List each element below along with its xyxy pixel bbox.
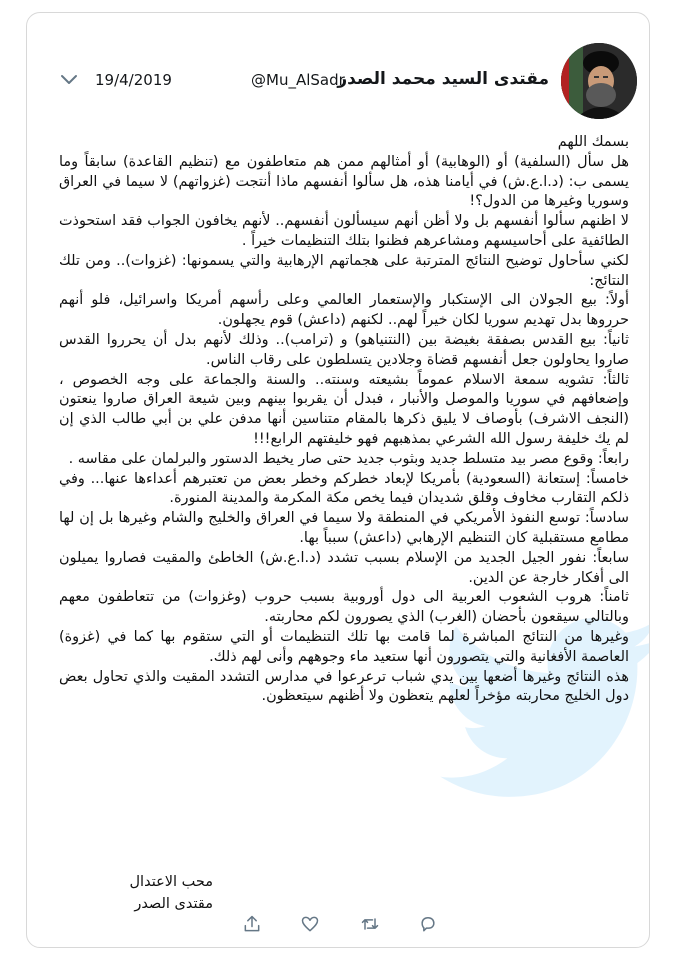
tweet-card [26,12,650,948]
share-button[interactable] [241,913,263,935]
like-button[interactable] [299,913,321,935]
tweet-line: لكني سأحاول توضيح النتائج المترتبة على هجماتهم الإرهابية والتي يسمونها: (غزوات).. ومن تلك النتائج: [59,252,629,289]
tweet-line: خامساً: إستعانة (السعودية) بأمريكا لإبعاد خطركم وخطر بعض من تعتبرهم أعداءها عنها... وفي ذلكم التقارب مخاوف وقلق شديدان فيما يخص مكة المكرمة والمدينة المنورة. [59,470,629,507]
tweet-line: سادساً: توسع النفوذ الأمريكي في المنطقة ولا سيما في العراق والخليج والشام وغيرها بل إن لها مطامع مستقبلية كان التنظيم الإرهابي (داعش) سبباً بها. [59,510,629,546]
author-handle[interactable]: @Mu_AlSadr [251,71,345,89]
tweet-actions [27,911,649,941]
tweet-text [59,133,629,707]
tweet-line: ثامناً: هروب الشعوب العربية الى دول أوروبية بسبب حروب (وغزوات) من تتعاطفون معهم وبالتالي سيقعون بأحضان (الغرب) الذي يصورون لكم محاربته. [59,589,629,626]
signature [83,871,213,915]
avatar[interactable] [561,43,637,119]
tweet-line: أولاً: بيع الجولان الى الإستكبار والإستعمار العالمي وعلى رأسهم أمريكا واسرائيل، فلو أنهم حرروها بدل تهديم سوريا لكان خيراً لهم.. لكنهم (داعش) قوم يجهلون. [59,292,629,329]
tweet-line: وغيرها من النتائج المباشرة لما قامت بها تلك التنظيمات أو التي ستقوم بها كما في (غزوة) العاصمة الأفغانية والتي يتصورون أنها ستعيد ماء وجوههم وأنى لهم ذلك. [59,628,629,665]
author-name[interactable]: مقتدى السيد محمد الصدر [337,69,549,89]
signature-line: مقتدى الصدر [134,896,213,912]
signature-line: محب الاعتدال [129,874,213,890]
chevron-down-icon[interactable] [59,73,79,87]
tweet-line: رابعاً: وقوع مصر بيد متسلط جديد وبثوب جديد حتى صار يخيط الدستور والبرلمان على مقاسه . [68,450,629,467]
tweet-line: هل سأل (السلفية) أو (الوهابية) أو أمثالهم ممن هم متعاطفون مع (تنظيم القاعدة) سابقاً وما يسمى ب: (د.ا.ع.ش) في أيامنا هذه، هل سألوا أنفسهم ماذا أنتجت (غزواتهم) لا سيما في العراق وسوريا وغيرها من الدول؟! [59,153,629,210]
share-icon [242,914,262,934]
tweet-line: هذه النتائج وغيرها أضعها بين يدي شباب ترعرعوا في مدارس التشدد المقيت والذي تحاول بعض دول الخليج محاربته مؤخراً لعلهم يتعظون ولا أظنهم سيتعظون. [59,668,629,705]
tweet-date: 19/4/2019 [95,71,172,89]
heart-icon [300,914,320,934]
tweet-line: لا اظنهم سألوا أنفسهم بل ولا أظن أنهم سيسألون أنفسهم.. لأنهم يخافون الجواب فقد استحوذت الطائفية على أحاسيسهم ومشاعرهم فظنوا بتلك التنظيمات خيراً . [59,213,629,249]
tweet-line: ثانياً: بيع القدس بصفقة بغيضة بين (النتنياهو) و (ترامب).. وذلك لأنهم بدل أن يحرروا القدس صاروا يحاولون جعل أنفسهم قضاة وجلادين يتسلطون على رقاب الناس. [59,331,629,368]
tweet-line: سابعاً: نفور الجيل الجديد من الإسلام بسبب تشدد (د.ا.ع.ش) الخاطئ والمقيت فصاروا يميلون الى أفكار خارجة عن الدين. [59,549,629,586]
profile-photo [561,43,637,119]
tweet-line: بسمك اللهم [557,134,629,150]
reply-button[interactable] [417,913,439,935]
retweet-icon [360,914,380,934]
reply-icon [418,914,438,934]
retweet-button[interactable] [359,913,381,935]
tweet-line: ثالثاً: تشويه سمعة الاسلام عموماً بشيعته وسنته.. والسنة والجماعة على وجه الخصوص ، وإضعافهم في سوريا والموصل والأنبار ، فبدل أن يقربوا بينهم وبين شيعة العراق صاروا ينعتون (النجف الاشرف) بأوصاف لا يليق ذكرها بالمقام متناسين أنها مدفن علي بن أبي طالب الذي إن لم يك خليفة رسول الله الشرعي بمذهبهم فهو خليفتهم الرابع!!! [59,371,629,447]
